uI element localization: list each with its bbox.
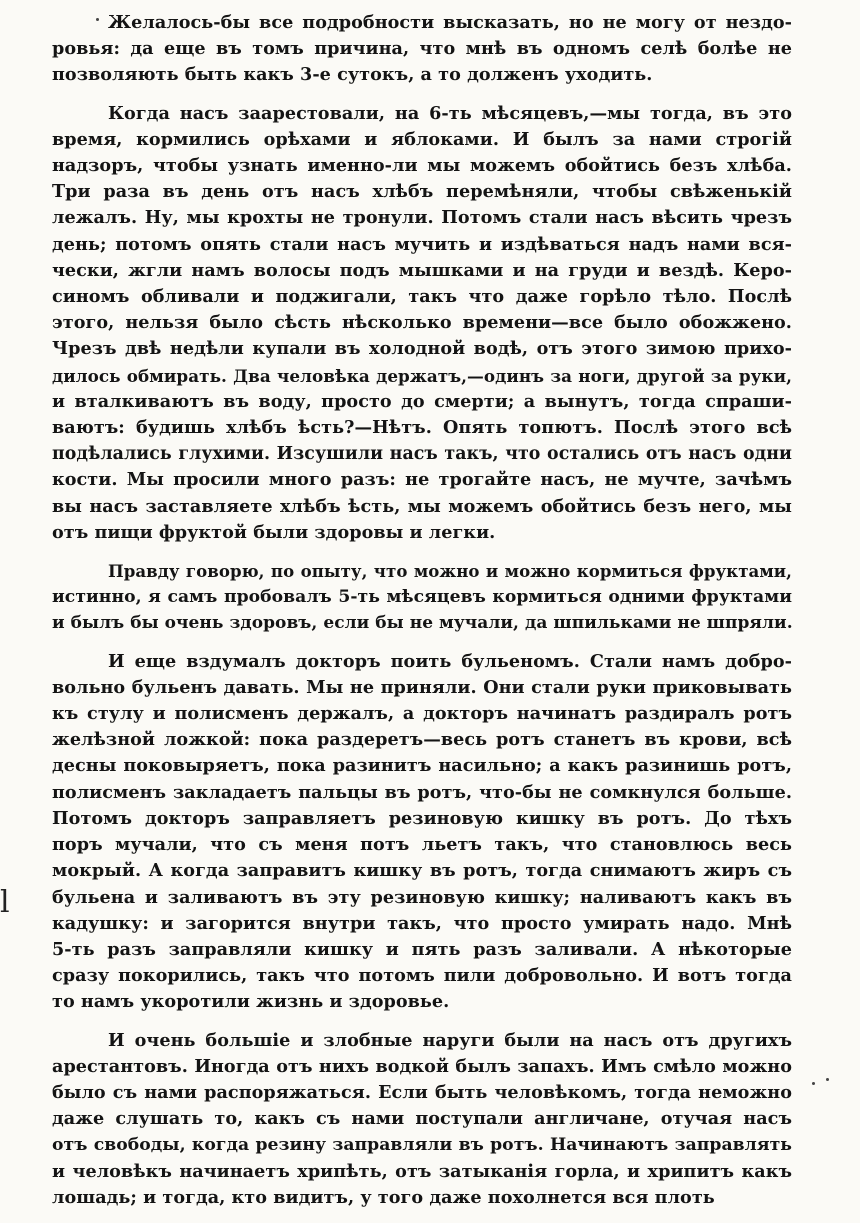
text-line: и человѣкъ начинаетъ хрипѣть, отъ затыканія горла, и хрипитъ какъ	[52, 1160, 792, 1182]
paragraph	[52, 558, 792, 637]
text-line: мокрый. А когда заправитъ кишку въ ротъ, тогда снимаютъ жиръ съ	[52, 860, 792, 882]
text-line: синомъ обливали и поджигали, такъ что даже горѣло тѣло. Послѣ	[52, 286, 792, 308]
text-line: 5-ть разъ заправляли кишку и пять разъ заливали. А нѣкоторые	[52, 938, 792, 960]
text-line: И очень большіе и злобные наруги были на насъ отъ другихъ	[108, 1029, 792, 1051]
text-line: отъ пищи фруктой были здоровы и легки.	[52, 521, 496, 543]
text-line: Потомъ докторъ заправляетъ резиновую кишку въ ротъ. До тѣхъ	[52, 807, 792, 829]
margin-mark: l	[0, 885, 10, 920]
text-line: кости. Мы просили много разъ: не трогайте насъ, не мучте, зачѣмъ	[52, 469, 792, 491]
text-line: бульена и заливаютъ въ эту резиновую кишку; наливаютъ какъ въ	[52, 886, 792, 908]
text-line: сразу покорились, такъ что потомъ пили добровольно. И вотъ тогда	[52, 965, 792, 987]
text-line: надзоръ, чтобы узнать именно-ли мы можемъ обойтись безъ хлѣба.	[52, 155, 792, 177]
text-line: чески, жгли намъ волосы подъ мышками и на груди и вездѣ. Керо-	[52, 259, 792, 281]
text-line: и вталкиваютъ въ воду, просто до смерти; а вынутъ, тогда спраши-	[52, 390, 792, 412]
paragraph	[52, 1028, 792, 1211]
text-line: къ стулу и полисменъ держалъ, а докторъ начинатъ раздиралъ ротъ	[52, 703, 792, 725]
text-line: И еще вздумалъ докторъ поить бульеномъ. Стали намъ добро-	[108, 650, 792, 672]
text-line: лошадь; и тогда, кто видитъ, у того даже похолнется вся плоть	[52, 1186, 715, 1208]
text-line: истинно, я самъ пробовалъ 5-ть мѣсяцевъ кормиться одними фруктами	[52, 587, 792, 608]
ink-speck	[826, 1078, 829, 1081]
text-line: лежалъ. Ну, мы крохты не тронули. Потомъ стали насъ вѣсить чрезъ	[52, 207, 792, 229]
text-line: десны поковыряетъ, пока разинитъ насильно; а какъ разинишь ротъ,	[52, 755, 792, 777]
text-line: ровья: да еще въ томъ причина, что мнѣ въ одномъ селѣ болѣе не	[52, 38, 792, 60]
text-line: Три раза въ день отъ насъ хлѣбъ перемѣняли, чтобы свѣженькій	[52, 181, 792, 203]
text-line: кадушку: и загорится внутри такъ, что просто умирать надо. Мнѣ	[52, 912, 792, 934]
document-page	[52, 10, 792, 1223]
text-line: отъ свободы, когда резину заправляли въ ротъ. Начинаютъ заправлять	[52, 1135, 792, 1156]
paragraph	[52, 649, 792, 1016]
text-line: вы насъ заставляете хлѣбъ ѣсть, мы можемъ обойтись безъ него, мы	[52, 495, 792, 517]
ink-speck	[812, 1082, 815, 1085]
text-line: желѣзной ложкой: пока раздеретъ—весь ротъ станетъ въ крови, всѣ	[52, 729, 792, 751]
text-line: Чрезъ двѣ недѣли купали въ холодной водѣ, отъ этого зимою прихо-	[52, 338, 792, 360]
text-line: поръ мучали, что съ меня потъ льетъ такъ, что становлюсь весь	[52, 834, 792, 856]
paragraph	[52, 101, 792, 546]
text-line: дилось обмирать. Два человѣка держатъ,—одинъ за ноги, другой за руки,	[52, 365, 792, 386]
text-line: даже слушать то, какъ съ нами поступали англичане, отучая насъ	[52, 1108, 792, 1130]
text-line: полисменъ закладаетъ пальцы въ ротъ, что-бы не сомкнулся больше.	[52, 781, 792, 803]
text-line: арестантовъ. Иногда отъ нихъ водкой былъ запахъ. Имъ смѣло можно	[52, 1055, 792, 1077]
text-line: вольно бульенъ давать. Мы не приняли. Они стали руки приковывать	[52, 676, 792, 698]
text-line: подѣлались глухими. Изсушили насъ такъ, что остались отъ насъ одни	[52, 444, 792, 465]
text-line: ваютъ: будишь хлѣбъ ѣсть?—Нѣтъ. Опять топютъ. Послѣ этого всѣ	[52, 417, 792, 439]
text-line: время, кормились орѣхами и яблоками. И былъ за нами строгій	[52, 128, 792, 150]
text-line: то намъ укоротили жизнь и здоровье.	[52, 991, 450, 1013]
text-line: этого, нельзя было сѣсть нѣсколько времени—все было обожжено.	[52, 312, 792, 334]
text-line: было съ нами распоряжаться. Если быть человѣкомъ, тогда неможно	[52, 1081, 792, 1103]
text-line: Правду говорю, по опыту, что можно и можно кормиться фруктами,	[108, 561, 792, 582]
text-line: Желалось-бы все подробности высказать, но не могу от нездо-	[108, 12, 792, 33]
paragraph	[52, 10, 792, 89]
text-line: и былъ бы очень здоровъ, если бы не мучали, да шпильками не шпряли.	[52, 613, 793, 634]
text-line: Когда насъ заарестовали, на 6-ть мѣсяцевъ,—мы тогда, въ это	[108, 102, 792, 124]
text-line: позволяють быть какъ 3-е сутокъ, а то долженъ уходить.	[52, 64, 653, 86]
text-line: день; потомъ опять стали насъ мучить и издѣваться надъ нами вся-	[52, 233, 792, 255]
